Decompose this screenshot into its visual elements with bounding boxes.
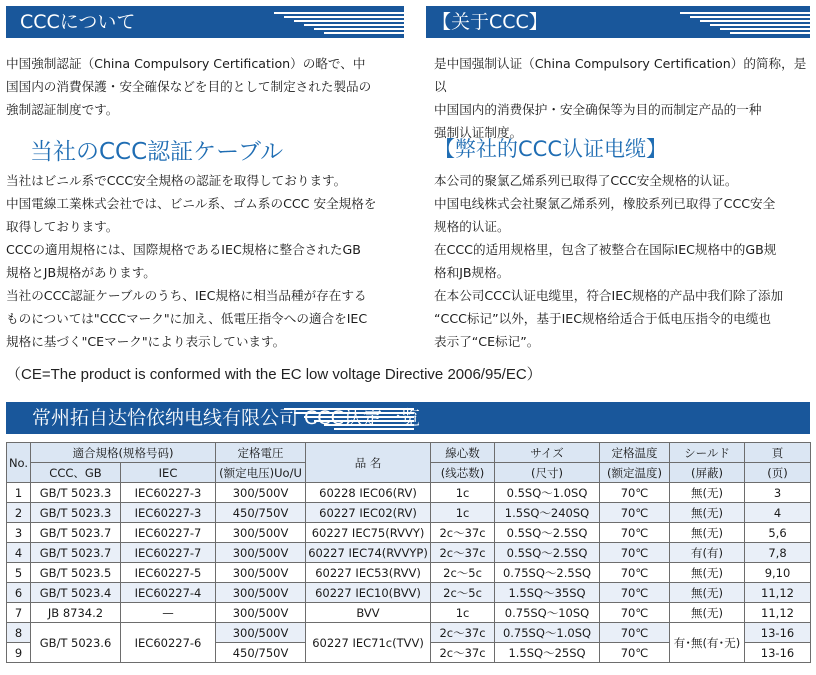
cell-size: 0.5SQ～2.5SQ [495,523,600,543]
cell-cores: 2c～37c [431,543,495,563]
table-row [7,563,811,583]
cell-size: 0.5SQ～1.0SQ [495,483,600,503]
header-shield-sub: (屏蔽) [670,463,745,483]
cell-name: BVV [306,603,431,623]
heading-left: 当社のCCC認証ケーブル [30,139,284,165]
cell-temp: 70℃ [600,643,670,663]
table-row [7,503,811,523]
cell-temp: 70℃ [600,503,670,523]
cell-voltage: 300/500V [216,583,306,603]
cell-gb: GB/T 5023.6 [31,623,121,663]
cell-temp: 70℃ [600,583,670,603]
ccc-certification-table [6,442,811,663]
cell-no: 2 [7,503,31,523]
header-temp: 定格温度 [600,443,670,463]
cell-cores: 2c～37c [431,623,495,643]
cell-no: 7 [7,603,31,623]
cell-iec: — [121,603,216,623]
header-no: No. [7,443,31,483]
cell-shield: 無(无) [670,523,745,543]
section-title-left: CCCについて [20,11,136,33]
cell-name: 60227 IEC02(RV) [306,503,431,523]
cell-voltage: 300/500V [216,623,306,643]
table-body [7,483,811,623]
table-row [7,583,811,603]
cell-cores: 1c [431,483,495,503]
header-size-sub: (尺寸) [495,463,600,483]
cell-name: 60227 IEC75(RVVY) [306,523,431,543]
cell-iec: IEC60227-3 [121,483,216,503]
cell-page: 4 [745,503,811,523]
cell-no: 9 [7,643,31,663]
table-row [7,603,811,623]
cell-shield: 無(无) [670,603,745,623]
cell-no: 5 [7,563,31,583]
cell-shield: 無(无) [670,483,745,503]
cell-voltage: 300/500V [216,543,306,563]
stripe-decoration [680,6,810,38]
cell-voltage: 300/500V [216,483,306,503]
cell-page: 5,6 [745,523,811,543]
header-standard: 適合規格(规格号码) [31,443,216,463]
table-row [7,623,811,643]
header-cores-sub: (线芯数) [431,463,495,483]
cell-name: 60227 IEC74(RVVYP) [306,543,431,563]
cell-page: 9,10 [745,563,811,583]
heading-right: 【弊社的CCC认证电缆】 [434,137,667,161]
cell-gb: GB/T 5023.3 [31,503,121,523]
header-product-name: 品 名 [306,443,431,483]
cell-name: 60227 IEC71c(TVV) [306,623,431,663]
cell-temp: 70℃ [600,523,670,543]
cell-no: 3 [7,523,31,543]
cell-cores: 2c～37c [431,523,495,543]
cell-cores: 1c [431,503,495,523]
cell-cores: 2c～37c [431,643,495,663]
cell-voltage: 300/500V [216,603,306,623]
cell-gb: GB/T 5023.5 [31,563,121,583]
cell-iec: IEC60227-6 [121,623,216,663]
cell-gb: GB/T 5023.3 [31,483,121,503]
cell-cores: 2c～5c [431,583,495,603]
cell-voltage: 450/750V [216,503,306,523]
cell-shield: 有(有) [670,543,745,563]
cell-gb: GB/T 5023.4 [31,583,121,603]
cell-shield: 有･無(有･无) [670,623,745,663]
cell-shield: 無(无) [670,563,745,583]
cell-size: 0.75SQ～2.5SQ [495,563,600,583]
cell-iec: IEC60227-4 [121,583,216,603]
table-row [7,523,811,543]
header-bar-left [6,6,404,38]
ce-note: （CE=The product is conformed with the EC low voltage Directive 2006/95/EC） [6,366,542,383]
header-temp-sub: (额定温度) [600,463,670,483]
cell-gb: JB 8734.2 [31,603,121,623]
cell-shield: 無(无) [670,503,745,523]
cell-iec: IEC60227-3 [121,503,216,523]
cell-no: 6 [7,583,31,603]
header-iec: IEC [121,463,216,483]
cell-page: 7,8 [745,543,811,563]
cell-page: 13-16 [745,623,811,643]
header-rated-voltage: 定格電圧 [216,443,306,463]
cell-name: 60227 IEC53(RVV) [306,563,431,583]
cell-voltage: 300/500V [216,523,306,543]
table-row [7,543,811,563]
cell-page: 11,12 [745,603,811,623]
body-text-left: 当社はビニル系でCCC安全規格の認証を取得しております。 中国電線工業株式会社では、ビニル系、ゴム系のCCC 安全規格を 取得しております。 CCCの適用規格には、国際規格であるIEC規格に整合されたGB 規格とJB規格があります。 当社のCCC認証ケーブルのうち、IEC規格に相当品種が存在する ものについては"CCCマーク"に加え、低電圧指令への適合をIEC 規格に基づく"CEマーク"により表示しています。 [6,173,377,349]
table-title-bar [6,402,810,434]
cell-iec: IEC60227-5 [121,563,216,583]
table-row [7,483,811,503]
section-title-right: 【关于CCC】 [432,11,548,33]
header-cores: 線心数 [431,443,495,463]
cell-name: 60228 IEC06(RV) [306,483,431,503]
cell-iec: IEC60227-7 [121,523,216,543]
header-page: 頁 [745,443,811,463]
cell-size: 0.75SQ～1.0SQ [495,623,600,643]
cell-no: 4 [7,543,31,563]
cell-page: 13-16 [745,643,811,663]
header-page-sub: (页) [745,463,811,483]
cell-cores: 1c [431,603,495,623]
cell-temp: 70℃ [600,543,670,563]
cell-temp: 70℃ [600,603,670,623]
cell-size: 0.75SQ～10SQ [495,603,600,623]
cell-shield: 無(无) [670,583,745,603]
cell-no: 8 [7,623,31,643]
body-text-right: 本公司的聚氯乙烯系列已取得了CCC安全规格的认证。 中国电线株式会社聚氯乙烯系列，橡胶系列已取得了CCC安全 规格的认证。 在CCC的适用规格里，包含了被整合在国际IEC规格中的GB规 格和JB规格。 在本公司CCC认证电缆里，符合IEC规格的产品中我们除了添加 “CCC标记”以外，基于IEC规格给适合于低电压指令的电缆也 表示了“CE标记”。 [434,173,784,349]
header-shield: シールド [670,443,745,463]
header-rated-voltage-sub: (额定电压)Uo/U [216,463,306,483]
cell-gb: GB/T 5023.7 [31,543,121,563]
stripe-decoration [274,6,404,38]
cell-size: 1.5SQ～35SQ [495,583,600,603]
cell-page: 3 [745,483,811,503]
cell-temp: 70℃ [600,563,670,583]
header-size: サイズ [495,443,600,463]
cell-size: 1.5SQ～25SQ [495,643,600,663]
cell-size: 0.5SQ～2.5SQ [495,543,600,563]
cell-cores: 2c～5c [431,563,495,583]
intro-text-left: 中国強制認証（China Compulsory Certification）の略で、中 国国内の消費保護・安全確保などを目的として制定された製品の 強制認証制度です。 [6,56,372,117]
table-title: 常州拓自达恰依纳电线有限公司 CCC认定一览 [32,407,420,429]
cell-name: 60227 IEC10(BVV) [306,583,431,603]
cell-temp: 70℃ [600,623,670,643]
cell-gb: GB/T 5023.7 [31,523,121,543]
cell-no: 1 [7,483,31,503]
header-ccc-gb: CCC、GB [31,463,121,483]
cell-iec: IEC60227-7 [121,543,216,563]
cell-page: 11,12 [745,583,811,603]
cell-voltage: 450/750V [216,643,306,663]
intro-text-right: 是中国强制认证（China Compulsory Certification）的简称，是以 中国国内的消费保护・安全确保等为目的而制定产品的一种 强制认证制度。 [434,56,807,140]
cell-temp: 70℃ [600,483,670,503]
cell-voltage: 300/500V [216,563,306,583]
cell-size: 1.5SQ～240SQ [495,503,600,523]
header-bar-right [426,6,810,38]
